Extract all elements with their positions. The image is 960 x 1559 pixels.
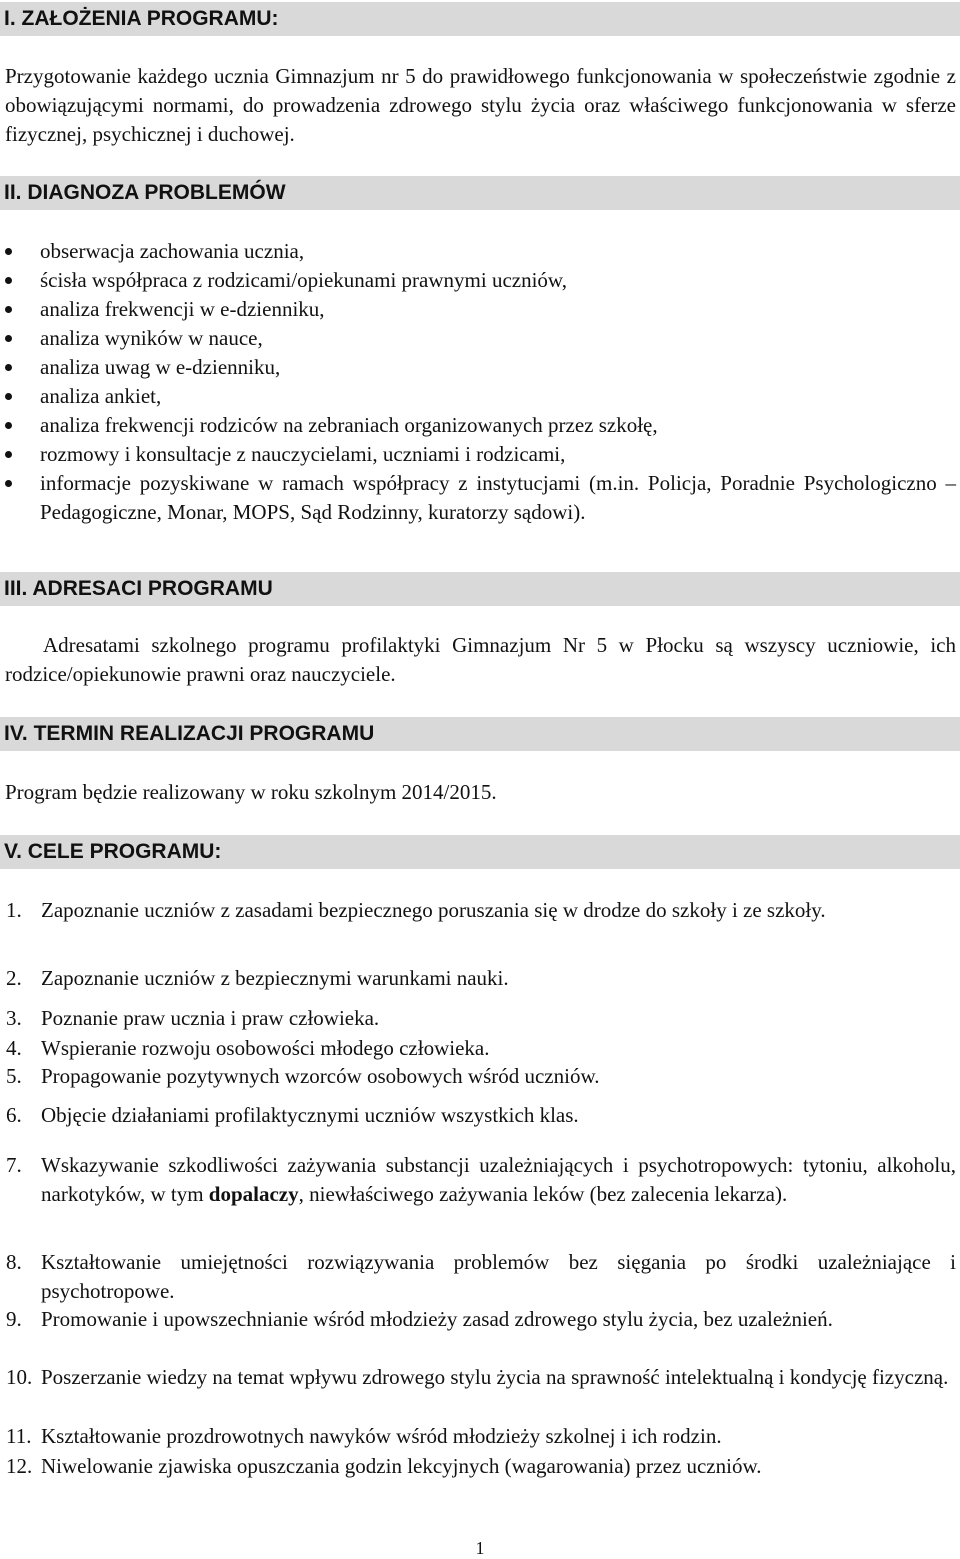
list-item: 1. Zapoznanie uczniów z zasadami bezpiecznego poruszania się w drodze do szkoły i ze szkoły. <box>6 898 826 922</box>
list-item: 6. Objęcie działaniami profilaktycznymi uczniów wszystkich klas. <box>6 1103 579 1127</box>
list-item: 5. Propagowanie pozytywnych wzorców osobowych wśród uczniów. <box>6 1064 600 1088</box>
list-item: analiza ankiet, <box>0 382 956 411</box>
bullet-icon <box>5 306 12 313</box>
bullet-icon <box>5 480 12 487</box>
list-item: analiza uwag w e-dzienniku, <box>0 353 956 382</box>
list-item: analiza frekwencji rodziców na zebraniach organizowanych przez szkołę, <box>0 411 956 440</box>
list-item: 4. Wspieranie rozwoju osobowości młodego człowieka. <box>6 1036 490 1060</box>
list-item: 9. Promowanie i upowszechnianie wśród młodzieży zasad zdrowego stylu życia, bez uzależnień. <box>6 1307 833 1331</box>
bullet-icon <box>5 364 12 371</box>
bullet-icon <box>5 277 12 284</box>
bullet-icon <box>5 451 12 458</box>
list-item: informacje pozyskiwane w ramach współpracy z instytucjami (m.in. Policja, Poradnie Psychologiczno – Pedagogiczne, Monar, MOPS, Sąd Rodzinny, kuratorzy sądowi). <box>0 469 956 527</box>
list-item: 8. Kształtowanie umiejętności rozwiązywania problemów bez sięgania po środki uzależniające i psychotropowe. <box>6 1250 956 1303</box>
list-item: analiza wyników w nauce, <box>0 324 956 353</box>
bullet-icon <box>5 248 12 255</box>
section-heading-zalozenia: I. ZAŁOŻENIA PROGRAMU: <box>0 2 960 36</box>
list-item: obserwacja zachowania ucznia, <box>0 237 956 266</box>
bullet-icon <box>5 422 12 429</box>
bullet-icon <box>5 393 12 400</box>
page-number: 1 <box>475 1538 485 1558</box>
list-item: 10. Poszerzanie wiedzy na temat wpływu zdrowego stylu życia na sprawność intelektualną i kondycję fizyczną. <box>6 1365 949 1389</box>
section-heading-adresaci: III. ADRESACI PROGRAMU <box>0 572 960 606</box>
diagnoza-list <box>0 237 960 527</box>
section-text-adresaci: Adresatami szkolnego programu profilaktyki Gimnazjum Nr 5 w Płocku są wszyscy uczniowie, ich rodzice/opiekunowie prawni oraz nauczyciele. <box>5 633 956 686</box>
list-item: 11. Kształtowanie prozdrowotnych nawyków wśród młodzieży szkolnej i ich rodzin. <box>6 1424 722 1448</box>
bullet-icon <box>5 335 12 342</box>
section-heading-cele: V. CELE PROGRAMU: <box>0 835 960 869</box>
section-heading-termin: IV. TERMIN REALIZACJI PROGRAMU <box>0 717 960 751</box>
list-item: analiza frekwencji w e-dzienniku, <box>0 295 956 324</box>
list-item: rozmowy i konsultacje z nauczycielami, uczniami i rodzicami, <box>0 440 956 469</box>
list-item: ścisła współpraca z rodzicami/opiekunami prawnymi uczniów, <box>0 266 956 295</box>
list-item: 7. Wskazywanie szkodliwości zażywania substancji uzależniających i psychotropowych: tytoniu, alkoholu, narkotyków, w tym dopalaczy, niewłaściwego zażywania leków (bez zalecenia lekarza). <box>6 1153 956 1206</box>
list-item: 3. Poznanie praw ucznia i praw człowieka. <box>6 1006 380 1030</box>
section-text-zalozenia: Przygotowanie każdego ucznia Gimnazjum nr 5 do prawidłowego funkcjonowania w społeczeństwie zgodnie z obowiązującymi normami, do prowadzenia zdrowego stylu życia oraz właściwego funkcjonowania w sferze fizycznej, psychicznej i duchowej. <box>5 64 956 146</box>
list-item: 2. Zapoznanie uczniów z bezpiecznymi warunkami nauki. <box>6 966 509 990</box>
section-heading-diagnoza: II. DIAGNOZA PROBLEMÓW <box>0 176 960 210</box>
section-text-termin: Program będzie realizowany w roku szkolnym 2014/2015. <box>5 780 497 804</box>
list-item: 12. Niwelowanie zjawiska opuszczania godzin lekcyjnych (wagarowania) przez uczniów. <box>6 1454 762 1478</box>
